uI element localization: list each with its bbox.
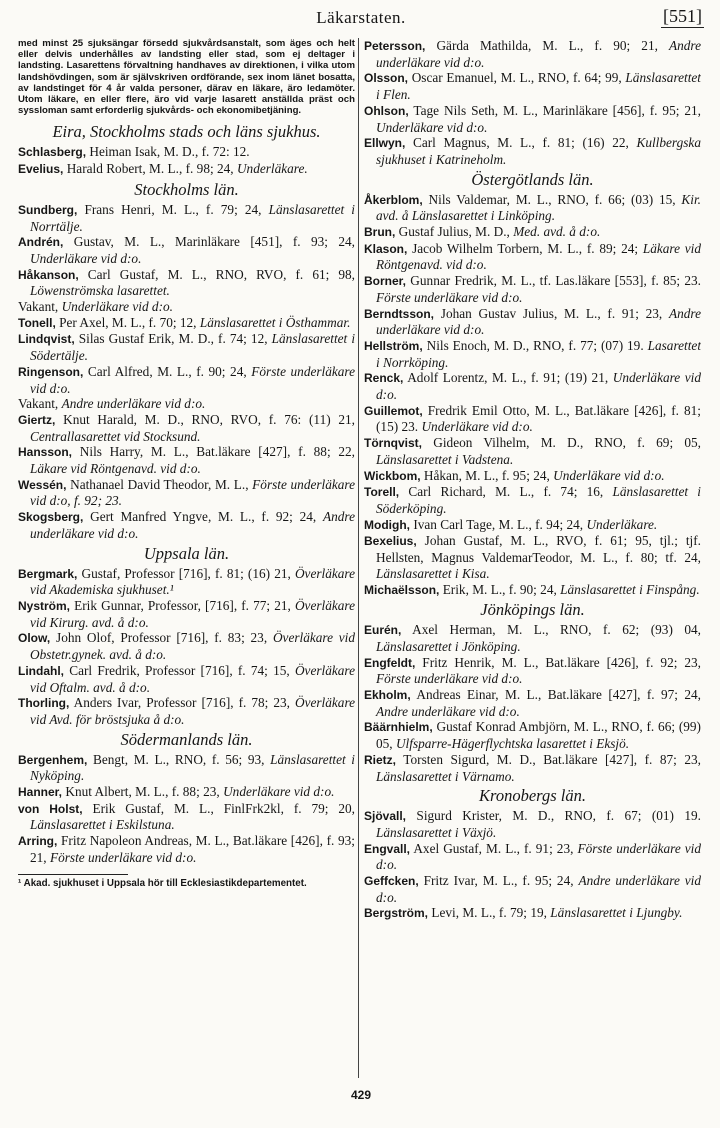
entry-position: Överläkare vid Kirurg. avd. å d:o.: [30, 598, 355, 630]
section-heading: Uppsala län.: [143, 543, 230, 563]
entry-details: Knut Harald, M. D., RNO, RVO, f. 76: (11) 21,: [63, 411, 355, 427]
surname: Brun,: [364, 225, 396, 240]
physician-entry: [364, 370, 701, 402]
physician-entry: [18, 477, 355, 509]
physician-entry: [364, 435, 701, 467]
physician-entry: [18, 315, 355, 332]
entry-details: Nils Valdemar, M. L., RNO, f. 66; (03) 15,: [428, 191, 676, 207]
surname: Bergmark,: [18, 566, 78, 581]
surname: Borner,: [364, 274, 407, 289]
surname: Olsson,: [364, 71, 409, 86]
physician-entry: [364, 103, 701, 135]
entry-position: Länslasarettet i Jönköping.: [376, 638, 521, 654]
surname: Tonell,: [18, 315, 56, 330]
surname: Åkerblom,: [364, 192, 423, 207]
entry-details: Erik, M. L., f. 90; 24,: [442, 581, 557, 597]
entry-position: Länslasarettet i Nyköping.: [30, 751, 355, 784]
page-reference: [551]: [663, 6, 702, 26]
entry-details: Levi, M. L., f. 79; 19,: [431, 905, 547, 921]
surname: Lindahl,: [18, 663, 64, 678]
entry-position: Läkare vid Röntgenavd. vid d:o.: [30, 461, 201, 477]
entry-details: Fritz Ivar, M. L., f. 95; 24,: [423, 873, 574, 889]
physician-entry: [18, 396, 355, 412]
physician-entry: [364, 338, 701, 370]
entry-details: Ivan Carl Tage, M. L., f. 94; 24,: [413, 516, 584, 532]
physician-entry: [18, 509, 355, 541]
entry-details: Fritz Napoleon Andreas, M. L., Bat.läkare [426], f. 93; 21,: [30, 833, 355, 865]
entry-position: Lasarettet i Norrköping.: [376, 337, 701, 370]
entry-details: Gert Manfred Yngve, M. L., f. 92; 24,: [90, 509, 317, 525]
entry-position: Förste underläkare vid d:o.: [376, 289, 523, 305]
physician-entry: [18, 412, 355, 444]
entry-details: Gustaf, Professor [716], f. 81; (16) 21,: [81, 565, 291, 581]
entry-position: Andre underläkare vid d:o.: [61, 396, 206, 412]
right-column: [364, 38, 701, 1078]
entry-position: Underläkare vid d:o.: [376, 119, 488, 135]
physician-entry: [364, 517, 701, 534]
entry-details: Andreas Einar, M. L., Bat.läkare [427], f. 97; 24,: [416, 687, 701, 703]
entry-details: Erik Gustaf, M. L., FinlFrk2kl, f. 79; 20,: [92, 800, 355, 816]
entry-position: Förste underläkare vid d:o.: [30, 363, 355, 396]
surname: Skogsberg,: [18, 510, 84, 525]
entry-position: Länslasarettet i Kisa.: [376, 565, 490, 581]
entry-position: Underläkare vid d:o.: [553, 467, 665, 483]
entry-position: Kir. avd. å Länslasarettet i Linköping.: [376, 191, 701, 224]
surname: Giertz,: [18, 412, 56, 427]
physician-entry: [18, 784, 355, 801]
page-header: [18, 4, 704, 34]
entry-position: Överläkare vid Obstetr.gynek. avd. å d:o.: [30, 630, 355, 663]
entry-position: Länslasarettet i Finspång.: [560, 581, 700, 597]
left-sections: [18, 122, 355, 865]
entry-position: Kullbergska sjukhuset i Katrineholm.: [376, 135, 701, 167]
physician-entry: [364, 752, 701, 784]
surname: Lindqvist,: [18, 332, 75, 347]
surname: Schlasberg,: [18, 145, 87, 160]
footnote-rule: [18, 874, 128, 875]
entry-position: Löwenströmska lasarettet.: [30, 283, 170, 299]
physician-entry: [364, 655, 701, 687]
entry-position: Andre underläkare vid d:o.: [30, 509, 355, 541]
physician-entry: [364, 687, 701, 719]
entry-details: Knut Albert, M. L., f. 88; 23,: [65, 784, 220, 800]
entry-details: Carl Fredrik, Professor [716], f. 74; 15,: [69, 662, 290, 678]
physician-entry: [364, 905, 701, 922]
physician-entry: [364, 873, 701, 905]
entry-position: Länslasarettet i Östhammar.: [199, 314, 351, 330]
physician-entry: [18, 801, 355, 833]
physician-entry: [364, 241, 701, 273]
physician-entry: [364, 70, 701, 102]
section-heading: Östergötlands län.: [471, 169, 594, 189]
surname: Michaëlsson,: [364, 582, 440, 597]
entry-details: Adolf Lorentz, M. L., f. 91; (19) 21,: [407, 370, 609, 386]
entry-position: Underläkare.: [586, 516, 658, 532]
entry-position: Förste underläkare vid d:o, f. 92; 23.: [30, 476, 355, 509]
entry-details: Gideon Vilhelm, M. D., RNO, f. 69; 05,: [433, 435, 701, 451]
entry-position: Länslasarettet i Värnamo.: [376, 768, 515, 784]
entry-details: Johan Gustaf, M. L., RVO, f. 61; 95, tjl.; tjf. Hellsten, Magnus ValdemarTeodor, M. L., f. 80; tf. 24,: [376, 533, 701, 566]
physician-entry: [18, 752, 355, 784]
physician-entry: [364, 192, 701, 224]
entry-details: Gunnar Fredrik, M. L., tf. Las.läkare [553], f. 85; 23.: [410, 273, 701, 289]
entry-details: Gustav, M. L., Marinläkare [451], f. 93; 24,: [73, 234, 355, 250]
entry-details: Frans Henri, M. L., f. 79; 24,: [84, 201, 262, 217]
running-title: Läkarstaten.: [316, 8, 406, 27]
surname: Andrén,: [18, 235, 64, 250]
entry-details: Nils Enoch, M. D., RNO, f. 77; (07) 19.: [426, 337, 644, 353]
physician-entry: [364, 484, 701, 516]
entry-position: Andre underläkare vid d:o.: [376, 703, 520, 719]
surname: Hanner,: [18, 785, 63, 800]
physician-entry: [364, 808, 701, 840]
right-sections: [364, 38, 701, 922]
surname: Engvall,: [364, 841, 411, 856]
physician-entry: [364, 38, 701, 70]
entry-details: Gustaf Konrad Ambjörn, M. L., RNO, f. 66; (99) 05,: [376, 719, 701, 752]
entry-details: Anders Ivar, Professor [716], f. 78; 23,: [73, 695, 290, 711]
entry-position: Överläkare vid Oftalm. avd. å d:o.: [30, 662, 355, 695]
surname: Nyström,: [18, 599, 71, 613]
entry-position: Andre underläkare vid d:o.: [376, 873, 701, 905]
entry-position: Länslasarettet i Växjö.: [376, 824, 497, 840]
entry-position: Underläkare vid d:o.: [223, 784, 335, 800]
entry-details: Jacob Wilhelm Torbern, M. L., f. 89; 24;: [412, 240, 639, 256]
entry-position: Underläkare vid d:o.: [421, 419, 533, 435]
surname: Renck,: [364, 371, 404, 386]
surname: Rietz,: [364, 752, 397, 767]
left-column: [18, 38, 355, 1078]
entry-position: Länslasarettet i Vadstena.: [376, 451, 514, 467]
entry-details: Torsten Sigurd, M. D., Bat.läkare [427], f. 87; 23,: [403, 751, 701, 767]
entry-details: Håkan, M. L., f. 95; 24,: [423, 467, 550, 483]
surname: Berndtsson,: [364, 306, 435, 321]
entry-position: Länslasarettet i Ljungby.: [550, 905, 683, 921]
entry-details: Vakant,: [18, 299, 59, 315]
entry-details: Per Axel, M. L., f. 70; 12,: [59, 314, 197, 330]
surname: Törnqvist,: [364, 436, 423, 451]
entry-details: Silas Gustaf Erik, M. D., f. 74; 12,: [78, 331, 268, 347]
entry-details: Harald Robert, M. L., f. 98; 24,: [66, 161, 234, 177]
entry-position: Underläkare.: [236, 161, 308, 177]
surname: Evelius,: [18, 162, 64, 177]
entry-details: Vakant,: [18, 396, 59, 412]
physician-entry: [364, 841, 701, 873]
footnote: ¹ Akad. sjukhuset i Uppsala hör till Ecklesiastikdepartementet.: [18, 877, 307, 889]
physician-entry: [18, 598, 355, 630]
entry-position: Underläkare vid d:o.: [376, 370, 701, 403]
page-number: 429: [350, 1088, 372, 1102]
entry-position: Länslasarettet i Norrtälje.: [30, 201, 355, 234]
surname: Sundberg,: [18, 202, 78, 217]
physician-entry: [18, 364, 355, 396]
entry-details: Heiman Isak, M. D., f. 72: 12.: [89, 144, 250, 160]
physician-entry: [18, 202, 355, 234]
physician-entry: [18, 331, 355, 363]
physician-entry: [18, 630, 355, 662]
entry-position: Överläkare vid Avd. för bröstsjuka å d:o.: [30, 695, 355, 727]
entry-position: Länslasarettet i Eskilstuna.: [30, 817, 175, 833]
entry-details: Carl Alfred, M. L., f. 90; 24,: [87, 363, 247, 379]
entry-position: Överläkare vid Akademiska sjukhuset.¹: [30, 565, 355, 598]
entry-details: Carl Gustaf, M. L., RNO, RVO, f. 61; 98,: [87, 266, 355, 282]
surname: Ellwyn,: [364, 136, 406, 151]
surname: Petersson,: [364, 39, 426, 53]
column-divider: [358, 38, 359, 1078]
surname: Thorling,: [18, 696, 70, 711]
physician-entry: [364, 273, 701, 305]
section-heading: Jönköpings län.: [480, 600, 585, 620]
entry-details: Johan Gustav Julius, M. L., f. 91; 23,: [440, 305, 663, 321]
section-heading: Eira, Stockholms stads och läns sjukhus.: [52, 122, 321, 142]
physician-entry: [18, 833, 355, 865]
surname: Guillemot,: [364, 403, 423, 418]
entry-details: Axel Herman, M. L., RNO, f. 62; (93) 04,: [412, 622, 701, 638]
entry-details: Gärda Mathilda, M. L., f. 90; 21,: [436, 38, 658, 53]
entry-position: Förste underläkare vid d:o.: [376, 840, 701, 873]
physician-entry: [18, 695, 355, 727]
physician-entry: [364, 582, 701, 599]
entry-position: Ulfsparre-Hägerflychtska lasarettet i Eksjö.: [395, 736, 630, 752]
surname: von Holst,: [18, 801, 83, 816]
surname: Håkanson,: [18, 267, 79, 282]
physician-entry: [18, 444, 355, 476]
entry-details: Nils Harry, M. L., Bat.läkare [427], f. 88; 22,: [79, 444, 355, 460]
entry-position: Andre underläkare vid d:o.: [376, 305, 701, 338]
entry-details: Carl Magnus, M. L., f. 81; (16) 22,: [412, 135, 629, 151]
surname: Ringenson,: [18, 364, 84, 379]
physician-entry: [18, 234, 355, 266]
entry-details: Carl Richard, M. L., f. 74; 16,: [408, 484, 604, 500]
document-page: [18, 4, 704, 1120]
surname: Bergenhem,: [18, 752, 88, 767]
physician-entry: [18, 566, 355, 598]
surname: Ohlson,: [364, 103, 409, 118]
entry-details: John Olof, Professor [716], f. 83; 23,: [56, 630, 268, 646]
entry-details: Gustaf Julius, M. D.,: [398, 224, 510, 240]
surname: Klason,: [364, 241, 408, 256]
entry-position: Med. avd. å d:o.: [513, 224, 601, 240]
physician-entry: [364, 403, 701, 435]
text-columns: [18, 38, 704, 1078]
entry-details: Sigurd Krister, M. D., RNO, f. 67; (01) 19.: [416, 808, 701, 824]
physician-entry: [364, 533, 701, 581]
entry-details: Fritz Henrik, M. L., Bat.läkare [426], f. 92; 23,: [422, 654, 701, 670]
surname: Eurén,: [364, 623, 402, 638]
physician-entry: [18, 267, 355, 299]
surname: Hellström,: [364, 338, 423, 353]
entry-details: Fredrik Emil Otto, M. L., Bat.läkare [426], f. 81; (15) 23.: [376, 402, 701, 435]
surname: Engfeldt,: [364, 655, 416, 670]
surname: Geffcken,: [364, 874, 419, 889]
section-heading: Stockholms län.: [134, 179, 239, 199]
surname: Torell,: [364, 485, 400, 500]
surname: Bergström,: [364, 906, 429, 921]
surname: Sjövall,: [364, 809, 407, 824]
physician-entry: [364, 622, 701, 654]
surname: Ekholm,: [364, 688, 411, 703]
intro-paragraph: med minst 25 sjuksängar försedd sjukvårdsanstalt, som äges och helt eller delvis underhålles av landsting eller stad, som ej deltager i landsting. Lasarettens förvaltning handhaves av direktionen, i vilka utom landshövdingen, som är självskriven ordförande, sex inom länet bosatta, av landstinget för 4 år valda personer, därav en läkare, äro ledamöter. Utom läkare, en eller flere, äro vid varje lasarett anställda präst och syssloman samt erforderlig sjukvårds- och ekonomibetjäning.: [18, 38, 355, 117]
entry-details: Erik Gunnar, Professor, [716], f. 77; 21,: [74, 598, 291, 613]
entry-position: Länslasarettet i Södertälje.: [30, 331, 355, 364]
entry-position: Länslasarettet i Flen.: [376, 70, 701, 103]
physician-entry: [364, 468, 701, 485]
physician-entry: [18, 663, 355, 695]
physician-entry: [364, 306, 701, 338]
physician-entry: [364, 719, 701, 751]
section-heading: Södermanlands län.: [120, 729, 253, 749]
entry-position: Läkare vid Röntgenavd. vid d:o.: [376, 240, 701, 273]
entry-position: Underläkare vid d:o.: [30, 250, 142, 266]
surname: Bäärnhielm,: [364, 720, 433, 735]
physician-entry: [18, 161, 355, 178]
entry-details: Nathanael David Theodor, M. L.,: [70, 476, 249, 492]
entry-position: Centrallasarettet vid Stocksund.: [30, 428, 201, 444]
physician-entry: [364, 224, 701, 241]
surname: Wickbom,: [364, 468, 421, 483]
surname: Arring,: [18, 834, 58, 849]
physician-entry: [364, 135, 701, 167]
physician-entry: [18, 144, 355, 161]
surname: Olow,: [18, 631, 51, 646]
surname: Wessén,: [18, 477, 67, 492]
entry-position: Länslasarettet i Söderköping.: [376, 484, 701, 516]
entry-details: Oscar Emanuel, M. L., RNO, f. 64; 99,: [411, 70, 622, 86]
surname: Bexelius,: [364, 534, 417, 549]
entry-position: Förste underläkare vid d:o.: [376, 671, 523, 687]
entry-position: Förste underläkare vid d:o.: [49, 849, 197, 865]
entry-position: Andre underläkare vid d:o.: [376, 38, 701, 70]
entry-details: Tage Nils Seth, M. L., Marinläkare [456], f. 95; 21,: [413, 102, 701, 118]
surname: Modigh,: [364, 517, 410, 532]
surname: Hansson,: [18, 445, 73, 460]
physician-entry: [18, 299, 355, 315]
entry-details: Axel Gustaf, M. L., f. 91; 23,: [413, 840, 574, 856]
entry-position: Underläkare vid d:o.: [61, 299, 173, 315]
section-heading: Kronobergs län.: [479, 786, 586, 806]
entry-details: Bengt, M. L., RNO, f. 56; 93,: [92, 751, 265, 767]
